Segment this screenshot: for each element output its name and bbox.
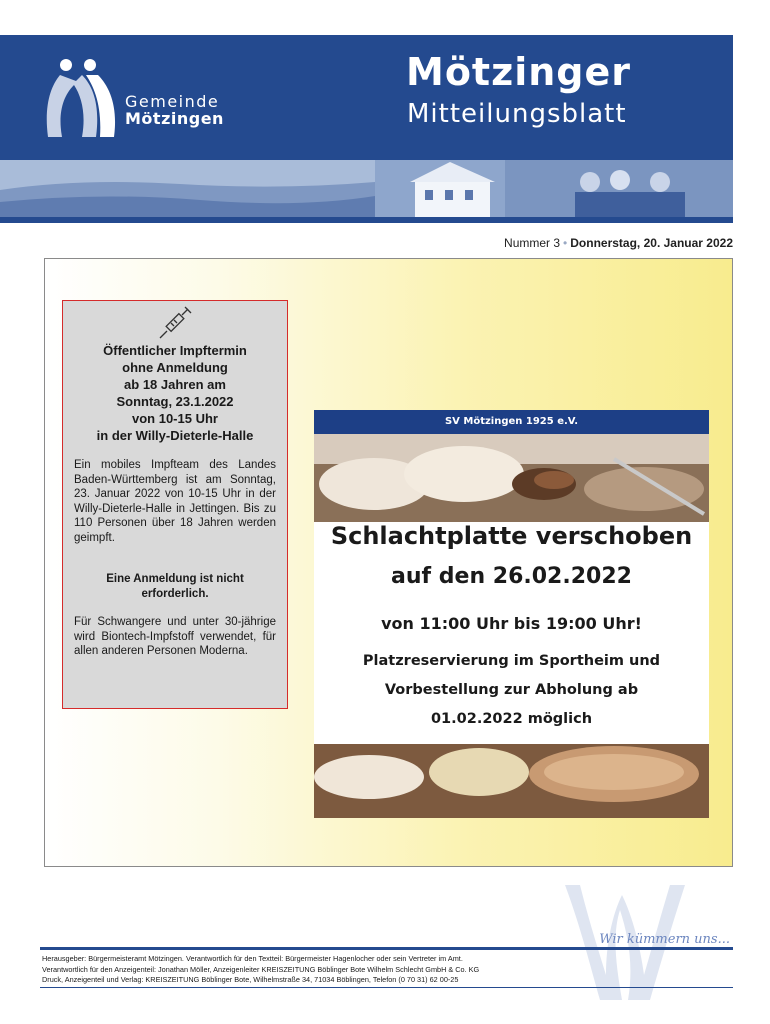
bullet-separator: • (563, 236, 568, 250)
heading-line: in der Willy-Dieterle-Halle (96, 428, 254, 443)
reservation-line: Platzreservierung im Sportheim und (362, 653, 661, 669)
landscape-photos (0, 160, 733, 217)
logo-line-2: Mötzingen (125, 109, 224, 128)
vaccination-notice (62, 300, 288, 709)
masthead (0, 35, 733, 160)
logo-line-1: Gemeinde (125, 92, 220, 111)
imprint-line: Herausgeber: Bürgermeisteramt Mötzingen. Verantwortlich für den Textteil: Bürgermeister Hagenlocher oder sein Vertreter im Amt. (42, 954, 463, 963)
heading-line: ohne Anmeldung (122, 360, 228, 375)
food-photo-top (314, 434, 709, 522)
heading-line: Öffentlicher Impftermin (103, 343, 247, 358)
footer-divider (40, 947, 733, 950)
issue-date: Donnerstag, 20. Januar 2022 (570, 236, 733, 250)
masthead-title: Mötzinger (406, 50, 631, 94)
masthead-subtitle: Mitteilungsblatt (407, 99, 627, 129)
municipality-name (125, 93, 224, 127)
imprint-line: Druck, Anzeigenteil und Verlag: KREISZEITUNG Böblinger Bote, Wilhelmstraße 34, 71034 Böblingen, Telefon (0 70 31) 62 00-25 (42, 975, 459, 984)
imprint-line: Verantwortlich für den Anzeigenteil: Jonathan Möller, Anzeigenleiter KREISZEITUNG Böblinger Bote Wilhelm Schlecht GmbH & Co. KG (42, 964, 480, 974)
vaccination-heading (63, 342, 287, 444)
syringe-icon (158, 306, 194, 340)
vaccination-body: Ein mobiles Impfteam des Landes Baden-Württemberg ist am Sonntag, 23. Januar 2022 von 10-15 Uhr in der Willy-Dieterle-Halle in Jettingen. Bis zu 110 Personen über 18 Jahren werden geimpft. (74, 459, 276, 544)
footer-bottom-rule (40, 987, 733, 988)
reservation-info (314, 647, 709, 734)
reservation-line: Vorbestellung zur Abholung ab (384, 682, 639, 698)
food-photo-bottom (314, 732, 709, 818)
header-photo-strip (0, 160, 733, 217)
gemeinde-logo-icon (42, 57, 122, 139)
heading-line: Sonntag, 23.1.2022 (116, 394, 234, 409)
heading-line: von 10-15 Uhr (132, 411, 218, 426)
slogan: Wir kümmern uns... (599, 932, 730, 947)
event-title: Schlachtplatte verschoben (330, 522, 693, 550)
issue-number: Nummer 3 (504, 236, 561, 250)
reservation-line: 01.02.2022 möglich (430, 711, 593, 727)
vaccine-info: Für Schwangere und unter 30-jährige wird Biontech-Impfstoff verwendet, für allen anderen Personen Moderna. (74, 616, 276, 657)
header-divider (0, 217, 733, 223)
club-name: SV Mötzingen 1925 e.V. (314, 410, 709, 434)
event-date: auf den 26.02.2022 (391, 564, 632, 589)
issue-info (504, 236, 733, 250)
imprint (42, 954, 479, 986)
club-advertisement (314, 410, 709, 818)
heading-line: ab 18 Jahren am (124, 377, 226, 392)
event-time: von 11:00 Uhr bis 19:00 Uhr! (381, 614, 642, 633)
registration-note: Eine Anmeldung ist nicht erforderlich. (106, 573, 244, 600)
